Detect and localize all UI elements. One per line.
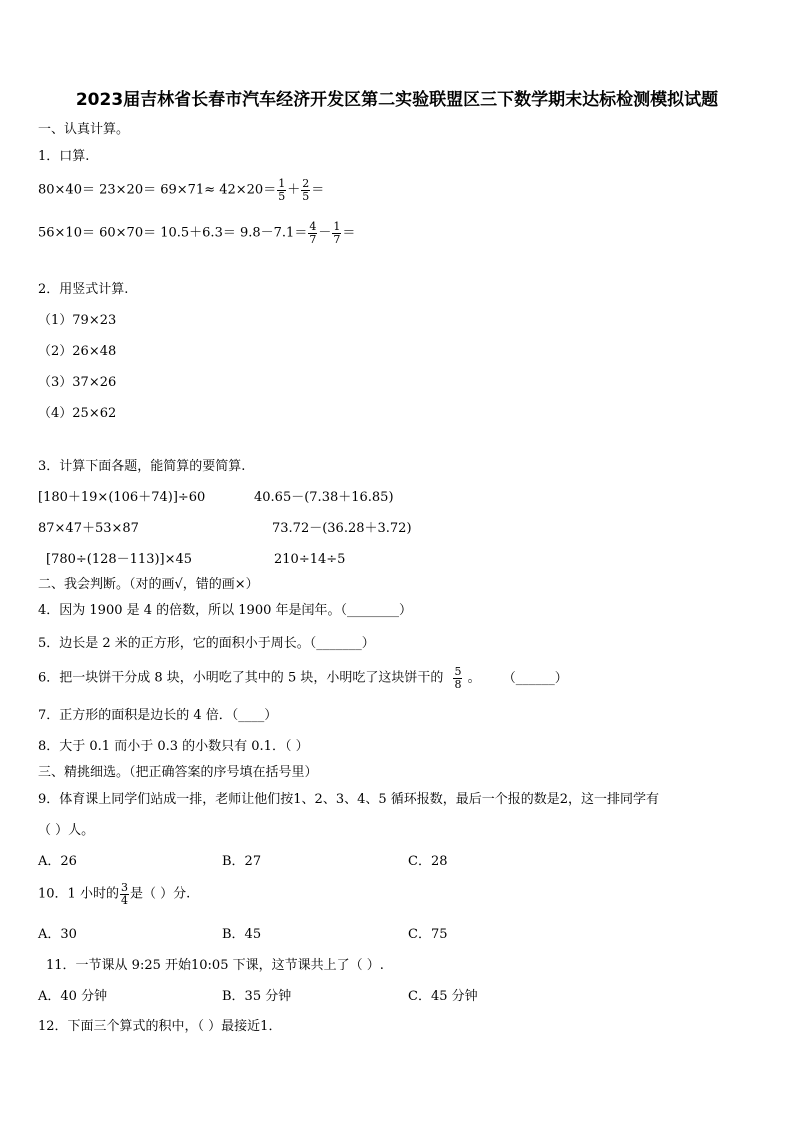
page-title: 2023届吉林省长春市汽车经济开发区第二实验联盟区三下数学期末达标检测模拟试题 — [75, 90, 719, 110]
oral-calc-row-1: 80×40＝ 23×20＝ 69×71≈ 42×20＝ $\frac{1}{5}$ ＋ $\frac{2}{5}$ ＝ — [38, 177, 325, 203]
option-b: B．27 — [222, 854, 262, 869]
question-7: 7．正方形的面积是边长的 4 倍．（____） — [38, 708, 278, 723]
question-8: 8．大于 0.1 而小于 0.3 的小数只有 0.1．（ ） — [38, 739, 309, 754]
oral-calc-row-2: 56×10＝ 60×70＝ 10.5＋6.3＝ 9.8－7.1＝ $\frac{4}{7}$ － $\frac{1}{7}$ ＝ — [38, 220, 356, 246]
vertical-calc-item: （1）79×23 — [38, 313, 117, 328]
section-heading-3: 三、精挑细选。（把正确答案的序号填在括号里） — [38, 765, 318, 780]
option-a: A．26 — [38, 854, 77, 869]
question-11: 11．一节课从 9:25 开始10:05 下课，这节课共上了（ ）. — [46, 958, 384, 973]
question-4: 4．因为 1900 是 4 的倍数，所以 1900 年是闰年。（________） — [38, 603, 413, 618]
question-9-line-2: （ ）人。 — [38, 823, 95, 838]
option-c: C．45 分钟 — [408, 989, 478, 1004]
question-6-text: 6．把一块饼干分成 8 块，小明吃了其中的 5 块，小明吃了这块饼干的 — [38, 670, 444, 686]
expression: 210÷14÷5 — [274, 552, 346, 567]
question-6: 6．把一块饼干分成 8 块，小明吃了其中的 5 块，小明吃了这块饼干的 $\frac{5}{8}$ 。 （______） — [38, 665, 568, 691]
question-3-label: 3．计算下面各题，能简算的要简算. — [38, 459, 246, 474]
expression: [780÷(128－113)]×45 — [46, 552, 193, 567]
option-c: C．28 — [408, 854, 448, 869]
fraction: $\frac{1}{5}$ — [278, 177, 286, 203]
fraction: $\frac{3}{4}$ — [120, 881, 128, 907]
question-9-line-1: 9．体育课上同学们站成一排，老师让他们按1、2、3、4、5 循环报数，最后一个报的数是2，这一排同学有 — [38, 792, 660, 807]
section-heading-2: 二、我会判断。（对的画√，错的画×） — [38, 577, 259, 592]
option-a: A．30 — [38, 927, 77, 942]
expression: 40.65－(7.38＋16.85) — [254, 490, 394, 505]
oral-calc-row-2-text: 56×10＝ 60×70＝ 10.5＋6.3＝ 9.8－7.1＝ — [38, 225, 308, 241]
fraction: $\frac{5}{8}$ — [454, 665, 462, 691]
oral-calc-row-1-text: 80×40＝ 23×20＝ 69×71≈ 42×20＝ — [38, 182, 277, 198]
option-b: B．35 分钟 — [222, 989, 292, 1004]
vertical-calc-item: （2）26×48 — [38, 344, 117, 359]
fraction: $\frac{4}{7}$ — [309, 220, 317, 246]
option-a: A．40 分钟 — [38, 989, 108, 1004]
fraction: $\frac{2}{5}$ — [302, 177, 310, 203]
question-10: 10．1 小时的 $\frac{3}{4}$ 是（ ）分. — [38, 881, 191, 907]
question-5: 5．边长是 2 米的正方形，它的面积小于周长。（_______） — [38, 636, 375, 651]
fraction: $\frac{1}{7}$ — [333, 220, 341, 246]
vertical-calc-item: （3）37×26 — [38, 375, 117, 390]
option-b: B．45 — [222, 927, 262, 942]
expression: [180＋19×(106＋74)]÷60 — [38, 490, 206, 505]
answer-blank: （______） — [502, 670, 568, 686]
expression: 87×47＋53×87 — [38, 521, 139, 536]
option-c: C．75 — [408, 927, 448, 942]
question-2-label: 2．用竖式计算. — [38, 282, 129, 297]
question-12: 12．下面三个算式的积中，（ ）最接近1． — [38, 1019, 282, 1034]
vertical-calc-item: （4）25×62 — [38, 406, 117, 421]
section-heading-1: 一、认真计算。 — [38, 122, 130, 137]
question-1-label: 1．口算. — [38, 149, 90, 164]
expression: 73.72－(36.28＋3.72) — [272, 521, 412, 536]
